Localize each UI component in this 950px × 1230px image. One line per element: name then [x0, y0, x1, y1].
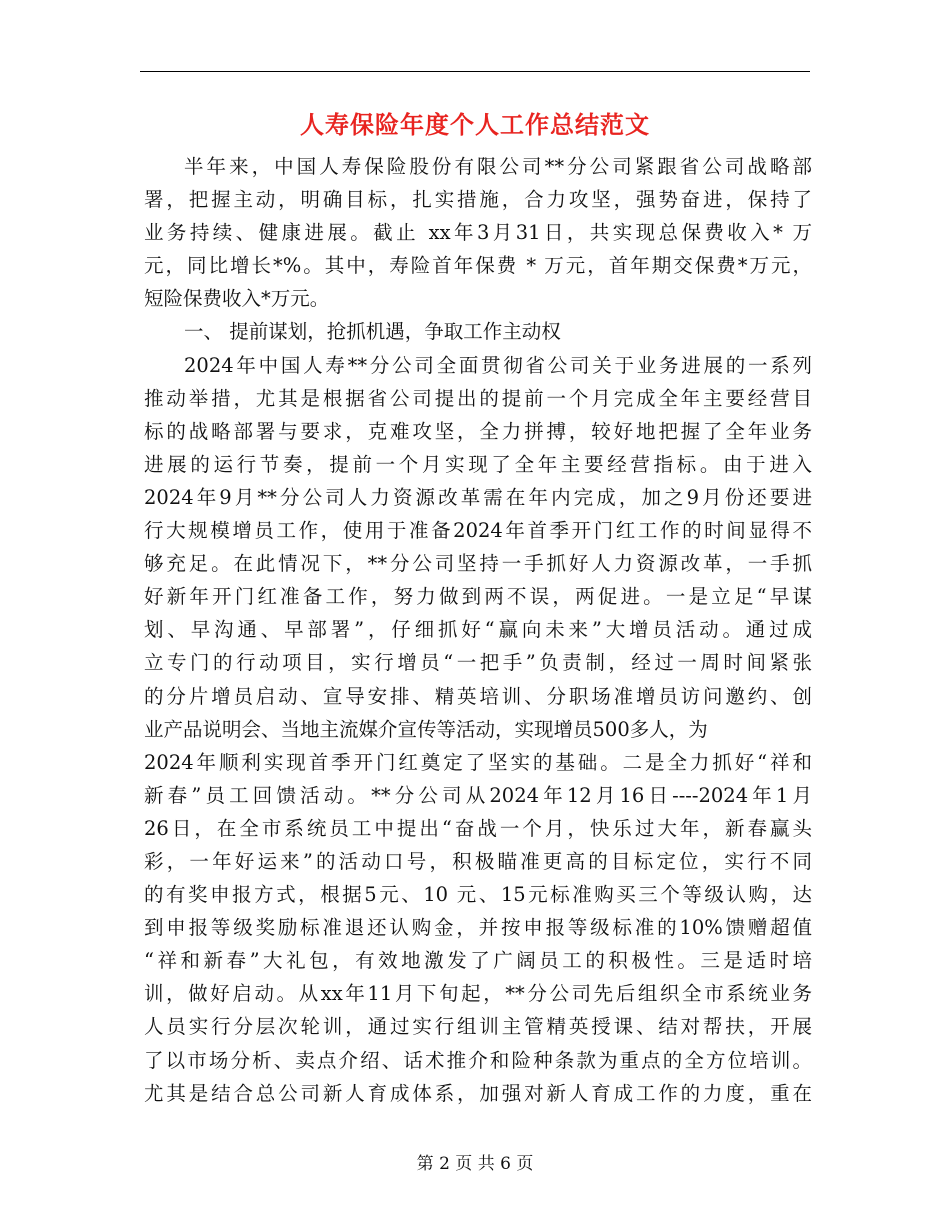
body-line: 到申报等级奖励标准退还认购金，并按申报等级标准的10%馈赠超值: [144, 916, 812, 940]
body-line: 进展的运行节奏，提前一个月实现了全年主要经营指标。由于进入: [144, 452, 812, 476]
body-line: 了以市场分析、卖点介绍、话术推介和险种条款为重点的全方位培训。: [144, 1048, 812, 1072]
body-line: 业产品说明会、当地主流媒介宣传等活动，实现增员500多人，为: [144, 717, 708, 741]
body-line: 26日，在全市系统员工中提出“奋战一个月，快乐过大年，新春赢头: [144, 816, 812, 840]
body-line: 标的战略部署与要求，克难攻坚，全力拼搏，较好地把握了全年业务: [144, 419, 812, 443]
body-line: 够充足。在此情况下，**分公司坚持一手抓好人力资源改革，一手抓: [144, 552, 812, 576]
body-line: 人员实行分层次轮训，通过实行组训主管精英授课、结对帮扶，开展: [144, 1015, 812, 1039]
body-line: “祥和新春”大礼包，有效地激发了广阔员工的积极性。三是适时培: [144, 949, 812, 973]
body-line: 立专门的行动项目，实行增员“一把手”负责制，经过一周时间紧张: [144, 651, 812, 675]
body-line: 的有奖申报方式，根据5元、10 元、15元标准购买三个等级认购，达: [144, 883, 812, 907]
section-heading: 一、 提前谋划，抢抓机遇，争取工作主动权: [184, 320, 561, 344]
body-line: 行大规模增员工作，使用于准备2024年首季开门红工作的时间显得不: [144, 519, 812, 543]
body-line: 推动举措，尤其是根据省公司提出的提前一个月完成全年主要经营目: [144, 386, 812, 410]
body-line: 半年来，中国人寿保险股份有限公司**分公司紧跟省公司战略部: [184, 155, 812, 178]
body-line: 好新年开门红准备工作，努力做到两不误，两促进。一是立足“早谋: [144, 585, 812, 609]
body-line: 新春”员工回馈活动。**分公司从2024年12月16日----2024年1月: [144, 783, 812, 807]
body-line: 2024年中国人寿**分公司全面贯彻省公司关于业务进展的一系列: [184, 353, 812, 377]
body-line: 短险保费收入*万元。: [144, 287, 330, 311]
body-line: 训，做好启动。从xx年11月下旬起，**分公司先后组织全市系统业务: [144, 982, 812, 1006]
body-line: 2024年顺利实现首季开门红奠定了坚实的基础。二是全力抓好“祥和: [144, 750, 812, 774]
header-rule: [140, 71, 810, 72]
document-body: [144, 150, 812, 1110]
body-line: 彩，一年好运来”的活动口号，积极瞄准更高的目标定位，实行不同: [144, 849, 812, 873]
body-line: 尤其是结合总公司新人育成体系，加强对新人育成工作的力度，重在: [144, 1081, 812, 1105]
body-line: 的分片增员启动、宣导安排、精英培训、分职场准增员访问邀约、创: [144, 684, 812, 708]
body-line: 元，同比增长*%。其中，寿险首年保费 * 万元，首年期交保费*万元，: [144, 254, 812, 278]
body-line: 2024年9月**分公司人力资源改革需在年内完成，加之9月份还要进: [144, 485, 812, 509]
page-number-footer: 第 2 页 共 6 页: [416, 1154, 534, 1174]
document-title: 人寿保险年度个人工作总结范文: [300, 110, 650, 139]
body-line: 业务持续、健康进展。截止 xx年3月31日，共实现总保费收入* 万: [144, 221, 812, 245]
body-line: 署，把握主动，明确目标，扎实措施，合力攻坚，强势奋进，保持了: [144, 188, 812, 212]
body-line: 划、早沟通、早部署”，仔细抓好“赢向未来”大增员活动。通过成: [144, 618, 812, 642]
